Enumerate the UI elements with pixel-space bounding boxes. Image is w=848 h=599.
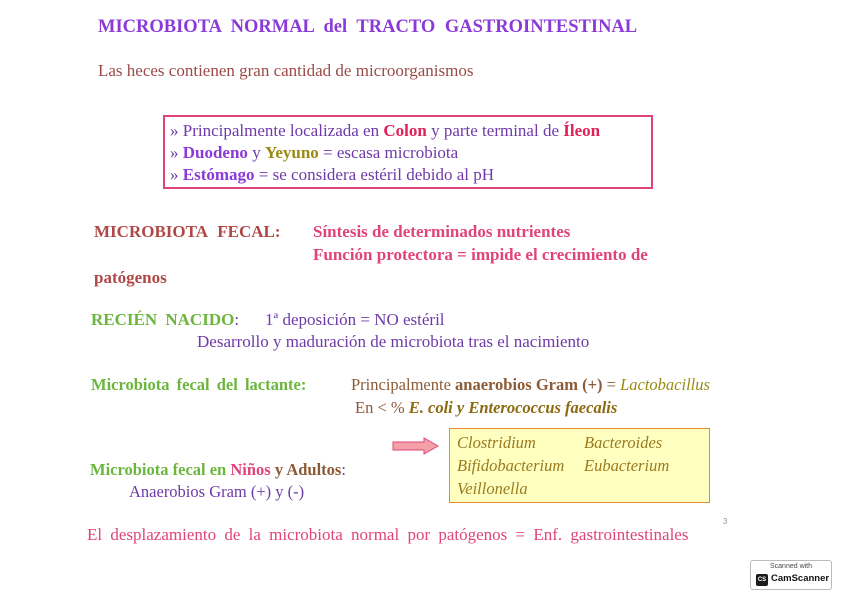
fecal-function-2-cont: patógenos (94, 268, 167, 287)
recien-nacido-line-1: 1ª deposición = NO estéril (265, 310, 445, 329)
location-line-estomago: » Estómago = se considera estéril debido al pH (170, 165, 495, 184)
yeyuno-term: Yeyuno (264, 143, 319, 162)
arrow-right-icon (392, 437, 440, 455)
recien-nacido-label: RECIÉN NACIDO: (91, 310, 240, 329)
location-line-duodeno: » Duodeno y Yeyuno = escasa microbiota (170, 143, 459, 162)
conclusion-text: El desplazamiento de la microbiota normal por patógenos = Enf. gastrointestinales (87, 525, 689, 544)
page-title: MICROBIOTA NORMAL del TRACTO GASTROINTESTINAL (98, 17, 638, 37)
adultos-label: Microbiota fecal en Niños y Adultos: (90, 460, 346, 479)
genus-bacteroides: Bacteroides (584, 433, 663, 452)
colon-term: Colon (383, 121, 427, 140)
lactante-line-2: En < % E. coli y Enterococcus faecalis (355, 398, 618, 417)
fecal-function-2: Función protectora = impide el crecimiento de (313, 245, 648, 264)
genus-veillonella: Veillonella (457, 479, 528, 498)
duodeno-term: Duodeno (182, 143, 248, 162)
genus-bifidobacterium: Bifidobacterium (457, 456, 565, 475)
fecal-label: MICROBIOTA FECAL: (94, 222, 281, 241)
page-number: 3 (723, 517, 728, 526)
genus-eubacterium: Eubacterium (584, 456, 670, 475)
camscanner-watermark: Scanned with CS CamScanner (750, 560, 832, 590)
recien-nacido-line-2: Desarrollo y maduración de microbiota tras el nacimiento (197, 332, 590, 351)
ileon-term: Íleon (563, 121, 601, 140)
location-line-colon: » Principalmente localizada en Colon y parte terminal de Íleon (170, 121, 601, 140)
camscanner-logo-icon: CS (756, 574, 768, 586)
lactante-label: Microbiota fecal del lactante: (91, 375, 307, 394)
enterococcus-term: Enterococcus faecalis (468, 398, 618, 417)
lactobacillus-term: Lactobacillus (620, 375, 710, 394)
adultos-line-1: Anaerobios Gram (+) y (-) (129, 482, 305, 501)
fecal-function-1: Síntesis de determinados nutrientes (313, 222, 571, 241)
genus-clostridium: Clostridium (457, 433, 536, 452)
lactante-line-1: Principalmente anaerobios Gram (+) = Lactobacillus (351, 375, 710, 394)
intro-text: Las heces contienen gran cantidad de microorganismos (98, 61, 474, 80)
estomago-term: Estómago (182, 165, 255, 184)
ecoli-term: E. coli (408, 398, 453, 417)
